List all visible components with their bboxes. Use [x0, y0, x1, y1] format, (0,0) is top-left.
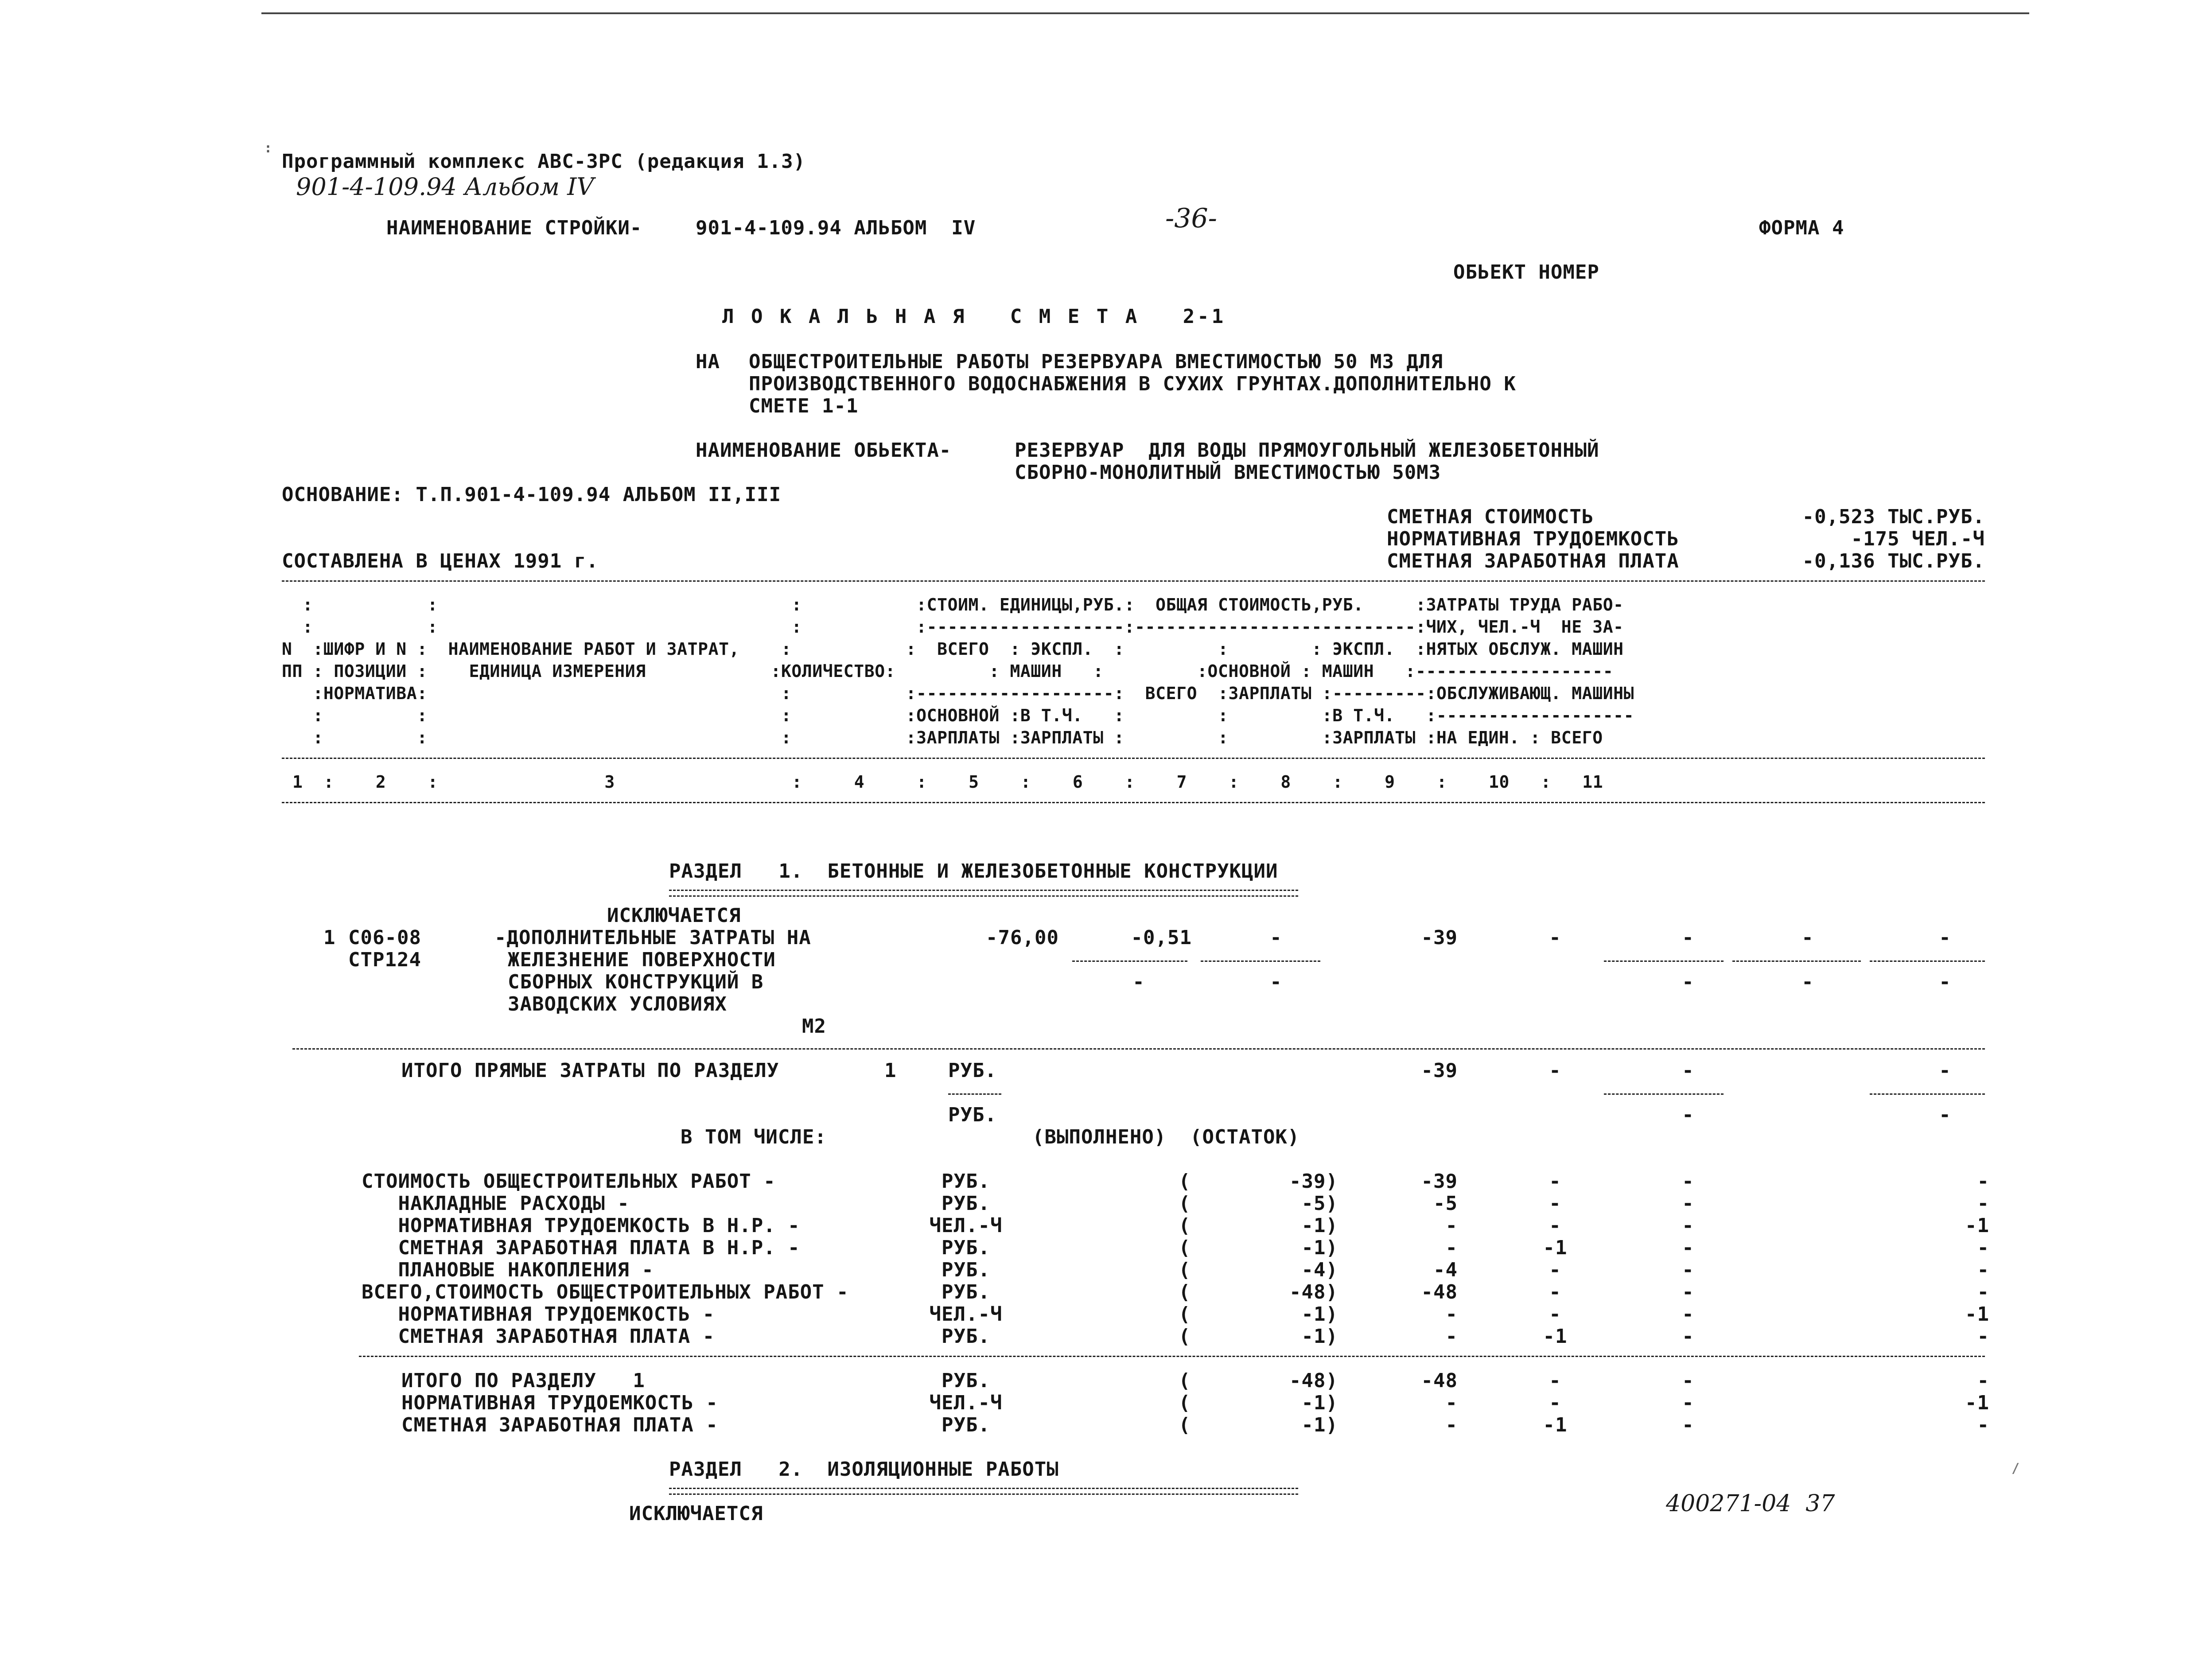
summary-label-labor: НОРМАТИВНАЯ ТРУДОЕМКОСТЬ: [1387, 528, 1679, 550]
breakdown-c7: -4: [1433, 1259, 1458, 1281]
itogo_razdel-ost: -1): [1301, 1414, 1338, 1436]
breakdown-unit: РУБ.: [942, 1281, 990, 1303]
table-header-line7: : : : :ЗАРПЛАТЫ :ЗАРПЛАТЫ : : :ЗАРПЛАТЫ :НА ЕДИН. : ВСЕГО: [282, 728, 1603, 747]
summary-label-cost: СМЕТНАЯ СТОИМОСТЬ: [1387, 506, 1594, 528]
breakdown-c8: -: [1549, 1170, 1561, 1193]
section2-title: РАЗДЕЛ 2. ИЗОЛЯЦИОННЫЕ РАБОТЫ: [669, 1458, 1059, 1481]
breakdown-label: ВСЕГО,СТОИМОСТЬ ОБЩЕСТРОИТЕЛЬНЫХ РАБОТ -: [362, 1281, 849, 1303]
row1-col10: -: [1801, 926, 1814, 949]
itogo_razdel-op: (: [1179, 1369, 1191, 1392]
row1-col11: -: [1939, 926, 1951, 949]
itogo_razdel-c8: -: [1549, 1392, 1561, 1414]
breakdown-label: СТОИМОСТЬ ОБЩЕСТРОИТЕЛЬНЫХ РАБОТ -: [362, 1170, 776, 1193]
breakdown-c8: -1: [1543, 1237, 1568, 1259]
breakdown-c8: -1: [1543, 1325, 1568, 1348]
handwritten-album: 901-4-109.94 Альбом IV: [296, 173, 594, 201]
row1-number: 1: [323, 926, 336, 949]
object-label: НАИМЕНОВАНИЕ ОБЬЕКТА-: [696, 439, 952, 462]
breakdown-c8: -: [1549, 1192, 1561, 1215]
itogo-pryamye-unit-rule: [948, 1093, 1001, 1095]
breakdown-c8: -: [1549, 1303, 1561, 1326]
itogo_razdel-c8: -1: [1543, 1414, 1568, 1436]
object-line2: СБОРНО-МОНОЛИТНЫЙ ВМЕСТИМОСТЬЮ 50М3: [1015, 461, 1441, 484]
breakdown-c11: -: [1977, 1170, 1989, 1193]
breakdown-unit: ЧЕЛ.-Ч: [929, 1214, 1003, 1237]
itogo_razdel-unit: ЧЕЛ.-Ч: [929, 1392, 1003, 1414]
vypolneno-label: (ВЫПОЛНЕНО): [1032, 1126, 1167, 1148]
itogo_razdel-label: НОРМАТИВНАЯ ТРУДОЕМКОСТЬ -: [401, 1392, 718, 1414]
na-line2: ПРОИЗВОДСТВЕННОГО ВОДОСНАБЖЕНИЯ В СУХИХ ГРУНТАХ.ДОПОЛНИТЕЛЬНО К: [749, 373, 1516, 395]
table-header-line6: : : : :ОСНОВНОЙ :В Т.Ч. : : :В Т.Ч. :-------------------: [282, 706, 1634, 725]
row1-quantity: -76,00: [986, 926, 1059, 949]
itogo-pryamye-num: 1: [884, 1059, 897, 1082]
itogo_razdel-c9: -: [1682, 1414, 1694, 1436]
ostatok-label: (ОСТАТОК): [1190, 1126, 1300, 1148]
stroyka-label: НАИМЕНОВАНИЕ СТРОЙКИ-: [386, 217, 642, 239]
margin-mark: :: [264, 140, 273, 156]
breakdown-op: (: [1179, 1281, 1191, 1303]
breakdown-c11: -1: [1965, 1214, 1989, 1237]
breakdown-c9: -: [1682, 1237, 1694, 1259]
row1-name4: ЗАВОДСКИХ УСЛОВИЯХ: [508, 993, 727, 1015]
row1-col6-sub: -: [1270, 971, 1282, 993]
row1-unit: М2: [802, 1015, 826, 1038]
itogo_razdel-c8: -: [1549, 1369, 1561, 1392]
itogo_razdel-c7: -: [1445, 1392, 1458, 1414]
section2-underline: [669, 1488, 1298, 1495]
column-numbers-rule: [282, 802, 1985, 803]
section1-excl: ИСКЛЮЧАЕТСЯ: [607, 904, 741, 927]
breakdown-unit: РУБ.: [942, 1259, 990, 1281]
table-header-rule: [282, 758, 1985, 759]
summary-value-labor: -175 ЧЕЛ.-Ч: [1851, 528, 1985, 550]
breakdown-ost: -4): [1301, 1259, 1338, 1281]
breakdown-ost: -5): [1301, 1192, 1338, 1215]
summary-value-wage: -0,136 ТЫС.РУБ.: [1802, 550, 1985, 572]
breakdown-op: (: [1179, 1214, 1191, 1237]
estimate-title: Л О К А Л Ь Н А Я С М Е Т А 2-1: [722, 305, 1226, 328]
breakdown-c9: -: [1682, 1192, 1694, 1215]
itogo_razdel-label: ИТОГО ПО РАЗДЕЛУ 1: [401, 1369, 645, 1392]
row1-col5: -0,51: [1131, 926, 1192, 949]
summary-label-wage: СМЕТНАЯ ЗАРАБОТНАЯ ПЛАТА: [1387, 550, 1679, 572]
table-top-rule: [282, 580, 1985, 582]
osnovanie-text: ОСНОВАНИЕ: Т.П.901-4-109.94 АЛЬБОМ II,III: [282, 483, 782, 506]
itogo_razdel-ost: -1): [1301, 1392, 1338, 1414]
row1-col5-sub: -: [1132, 971, 1145, 993]
summary-value-cost: -0,523 ТЫС.РУБ.: [1802, 506, 1985, 528]
row1-name3: СБОРНЫХ КОНСТРУКЦИЙ В: [508, 971, 764, 993]
breakdown-c9: -: [1682, 1259, 1694, 1281]
breakdown-c8: -: [1549, 1281, 1561, 1303]
breakdown-ost: -39): [1289, 1170, 1338, 1193]
itogo-pryamye-col8: -: [1549, 1059, 1561, 1082]
footer-stamp: 400271-04 37: [1666, 1490, 1835, 1517]
breakdown-unit: РУБ.: [942, 1170, 990, 1193]
itogo-pryamye-col7: -39: [1421, 1059, 1458, 1082]
breakdown-unit: ЧЕЛ.-Ч: [929, 1303, 1003, 1326]
breakdown-c8: -: [1549, 1214, 1561, 1237]
breakdown-op: (: [1179, 1325, 1191, 1348]
row1-sub-rule-11: [1870, 961, 1985, 962]
itogo-pryamye-unit1: РУБ.: [948, 1059, 997, 1082]
row1-col11-sub: -: [1939, 971, 1951, 993]
row1-code2: СТР124: [348, 949, 421, 971]
vtom-label: В ТОМ ЧИСЛЕ:: [681, 1126, 827, 1148]
row1-col7: -39: [1421, 926, 1458, 949]
itogo_razdel-c11: -: [1977, 1369, 1989, 1392]
itogo_razdel-unit: РУБ.: [942, 1369, 990, 1392]
itogo-pryamye-col11-sub: -: [1939, 1104, 1951, 1126]
row1-name2: ЖЕЛЕЗНЕНИЕ ПОВЕРХНОСТИ: [508, 949, 776, 971]
breakdown-label: НАКЛАДНЫЕ РАСХОДЫ -: [362, 1192, 630, 1215]
itogo-pryamye-unit2: РУБ.: [948, 1104, 997, 1126]
breakdown-c11: -: [1977, 1281, 1989, 1303]
itogo_razdel-c9: -: [1682, 1392, 1694, 1414]
table-header-line1: : : : :СТОИМ. ЕДИНИЦЫ,РУБ.: ОБЩАЯ СТОИМОСТЬ,РУБ. :ЗАТРАТЫ ТРУДА РАБО-: [282, 595, 1624, 614]
table-header-line3: N :ШИФР И N : НАИМЕНОВАНИЕ РАБОТ И ЗАТРАТ, : : ВСЕГО : ЭКСПЛ. : : : ЭКСПЛ. :НЯТЫХ ОБСЛУЖ. МАШИН: [282, 639, 1624, 659]
breakdown-c7: -39: [1421, 1170, 1458, 1193]
breakdown-ost: -1): [1301, 1303, 1338, 1326]
itogo_razdel-unit: РУБ.: [942, 1414, 990, 1436]
breakdown-c11: -: [1977, 1325, 1989, 1348]
breakdown-c8: -: [1549, 1259, 1561, 1281]
section1-title: РАЗДЕЛ 1. БЕТОННЫЕ И ЖЕЛЕЗОБЕТОННЫЕ КОНСТРУКЦИИ: [669, 860, 1278, 883]
row1-col10-sub: -: [1801, 971, 1814, 993]
object-number-label: ОБЬЕКТ НОМЕР: [1453, 261, 1599, 284]
itogo-pryamye-label: ИТОГО ПРЯМЫЕ ЗАТРАТЫ ПО РАЗДЕЛУ: [401, 1059, 779, 1082]
na-line3: СМЕТЕ 1-1: [749, 395, 859, 417]
row1-col9: -: [1682, 926, 1694, 949]
row1-col9-sub: -: [1682, 971, 1694, 993]
row1-sub-rule-9: [1604, 961, 1724, 962]
object-line1: РЕЗЕРВУАР ДЛЯ ВОДЫ ПРЯМОУГОЛЬНЫЙ ЖЕЛЕЗОБЕТОННЫЙ: [1015, 439, 1599, 462]
breakdown-c11: -: [1977, 1259, 1989, 1281]
breakdown-ost: -1): [1301, 1237, 1338, 1259]
itogo_razdel-c7: -: [1445, 1414, 1458, 1436]
itogo-pryamye-col9-sub: -: [1682, 1104, 1694, 1126]
row1-sub-rule-10: [1732, 961, 1861, 962]
itogo-pryamye-rule-11: [1870, 1093, 1985, 1095]
section1-items-end-rule: [292, 1048, 1985, 1050]
itogo_razdel-c9: -: [1682, 1369, 1694, 1392]
breakdown-op: (: [1179, 1303, 1191, 1326]
sostavlena-text: СОСТАВЛЕНА В ЦЕНАХ 1991 г.: [282, 550, 599, 572]
breakdown-end-rule: [359, 1356, 1985, 1357]
row1-col6: -: [1270, 926, 1282, 949]
breakdown-c7: -48: [1421, 1281, 1458, 1303]
itogo_razdel-op: (: [1179, 1414, 1191, 1436]
breakdown-c7: -: [1445, 1237, 1458, 1259]
software-title: Программный комплекс АВС-ЗРС (редакция 1.3): [282, 150, 806, 173]
breakdown-c9: -: [1682, 1303, 1694, 1326]
table-header-line2: : : : :-------------------:---------------------------:ЧИХ, ЧЕЛ.-Ч НЕ ЗА-: [282, 617, 1624, 637]
breakdown-c7: -5: [1433, 1192, 1458, 1215]
breakdown-c11: -: [1977, 1192, 1989, 1215]
breakdown-c9: -: [1682, 1325, 1694, 1348]
breakdown-label: СМЕТНАЯ ЗАРАБОТНАЯ ПЛАТА -: [362, 1325, 715, 1348]
breakdown-op: (: [1179, 1170, 1191, 1193]
breakdown-c7: -: [1445, 1325, 1458, 1348]
section2-excl: ИСКЛЮЧАЕТСЯ: [629, 1502, 763, 1525]
row1-col8: -: [1549, 926, 1561, 949]
breakdown-op: (: [1179, 1237, 1191, 1259]
breakdown-c9: -: [1682, 1170, 1694, 1193]
margin-mark: /: [2012, 1461, 2020, 1476]
breakdown-label: НОРМАТИВНАЯ ТРУДОЕМКОСТЬ В Н.Р. -: [362, 1214, 800, 1237]
itogo-pryamye-col9: -: [1682, 1059, 1694, 1082]
itogo_razdel-c11: -: [1977, 1414, 1989, 1436]
breakdown-unit: РУБ.: [942, 1192, 990, 1215]
breakdown-label: НОРМАТИВНАЯ ТРУДОЕМКОСТЬ -: [362, 1303, 715, 1326]
itogo_razdel-c11: -1: [1965, 1392, 1989, 1414]
itogo_razdel-c7: -48: [1421, 1369, 1458, 1392]
breakdown-ost: -1): [1301, 1214, 1338, 1237]
top-edge-line: [261, 12, 2029, 14]
na-line1: ОБЩЕСТРОИТЕЛЬНЫЕ РАБОТЫ РЕЗЕРВУАРА ВМЕСТИМОСТЬЮ 50 М3 ДЛЯ: [749, 350, 1443, 373]
itogo-pryamye-rule-9: [1604, 1093, 1724, 1095]
breakdown-op: (: [1179, 1259, 1191, 1281]
stroyka-value: 901-4-109.94 АЛЬБОМ IV: [696, 217, 976, 239]
forma-label: ФОРМА 4: [1759, 217, 1844, 239]
breakdown-ost: -1): [1301, 1325, 1338, 1348]
table-header-line5: :НОРМАТИВА: : :-------------------: ВСЕГО :ЗАРПЛАТЫ :---------:ОБСЛУЖИВАЮЩ. МАШИНЫ: [282, 684, 1634, 703]
itogo_razdel-op: (: [1179, 1392, 1191, 1414]
row1-sub-rule-6: [1201, 961, 1320, 962]
section1-underline: [669, 890, 1298, 897]
breakdown-c9: -: [1682, 1281, 1694, 1303]
breakdown-ost: -48): [1289, 1281, 1338, 1303]
breakdown-c11: -1: [1965, 1303, 1989, 1326]
page-number: -36-: [1165, 203, 1217, 234]
breakdown-label: СМЕТНАЯ ЗАРАБОТНАЯ ПЛАТА В Н.Р. -: [362, 1237, 800, 1259]
itogo-pryamye-col11: -: [1939, 1059, 1951, 1082]
itogo_razdel-label: СМЕТНАЯ ЗАРАБОТНАЯ ПЛАТА -: [401, 1414, 718, 1436]
row1-sub-rule-5: [1072, 961, 1187, 962]
breakdown-unit: РУБ.: [942, 1325, 990, 1348]
breakdown-c7: -: [1445, 1303, 1458, 1326]
na-label: НА: [696, 350, 720, 373]
breakdown-c7: -: [1445, 1214, 1458, 1237]
breakdown-label: ПЛАНОВЫЕ НАКОПЛЕНИЯ -: [362, 1259, 654, 1281]
breakdown-c9: -: [1682, 1214, 1694, 1237]
itogo_razdel-ost: -48): [1289, 1369, 1338, 1392]
row1-name1: -ДОПОЛНИТЕЛЬНЫЕ ЗАТРАТЫ НА: [494, 926, 811, 949]
row1-code1: С06-08: [348, 926, 421, 949]
table-header-line4: ПП : ПОЗИЦИИ : ЕДИНИЦА ИЗМЕРЕНИЯ :КОЛИЧЕСТВО: : МАШИН : :ОСНОВНОЙ : МАШИН :-------------------: [282, 661, 1614, 681]
column-numbers-row: 1 : 2 : 3 : 4 : 5 : 6 : 7 : 8 : 9 : 10 : 11: [292, 772, 1603, 792]
breakdown-op: (: [1179, 1192, 1191, 1215]
breakdown-c11: -: [1977, 1237, 1989, 1259]
breakdown-unit: РУБ.: [942, 1237, 990, 1259]
